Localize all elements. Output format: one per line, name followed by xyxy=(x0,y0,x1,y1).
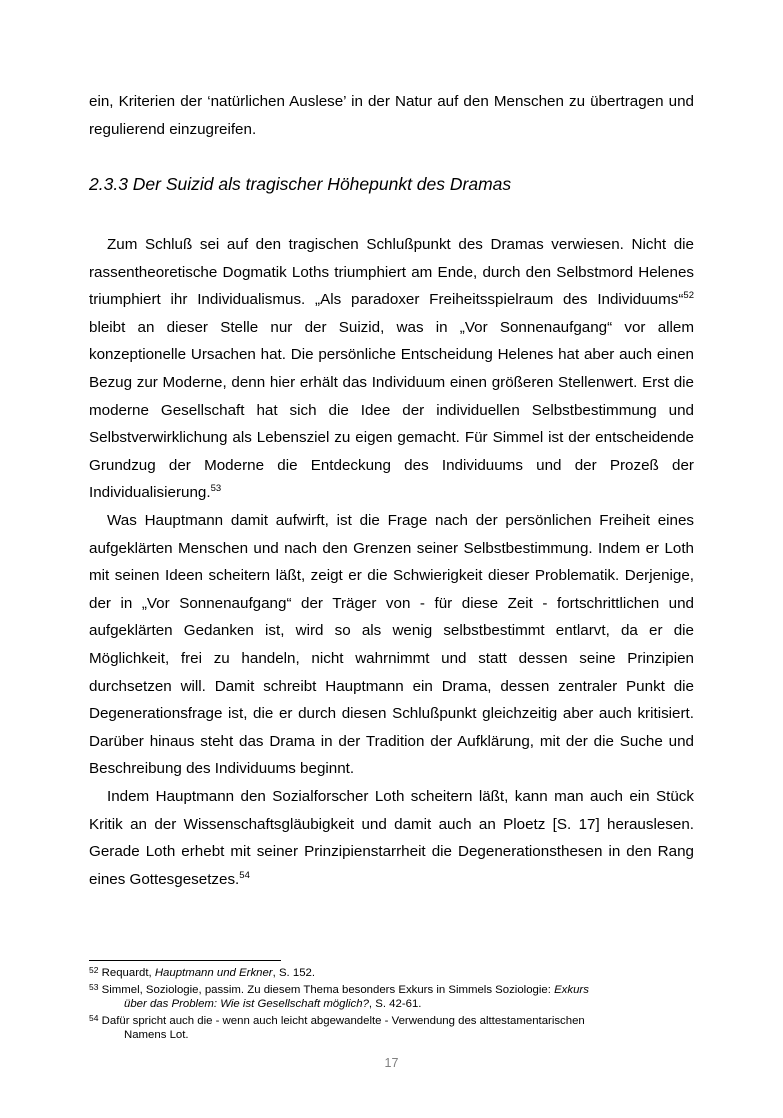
footnote-ref-53[interactable]: 53 xyxy=(210,483,222,495)
footnote-separator xyxy=(89,960,281,961)
paragraph-1 xyxy=(89,231,694,507)
footnote-52-text: Requardt, xyxy=(98,967,155,979)
paragraph-1-text-b: bleibt an dieser Stelle nur der Suizid, was in „Vor Sonnenaufgang“ vor allem konzeptionelle Ursachen hat. Die persönliche Entscheidung Helenes hat aber auch einen Bezug zur Moderne, denn hier erhält das Individuum einen größeren Stellenwert. Erst die moderne Gesellschaft hat sich die Idee der individuellen Selbstbestimmung und Selbstverwirklichung als Lebensziel zu eigen gemacht. Für Simmel ist der entscheidende Grundzug der Moderne die Entdeckung des Individuums und der Prozeß der Individualisierung. xyxy=(89,318,694,502)
footnote-53-number: 53 xyxy=(89,982,99,992)
footnote-52-number: 52 xyxy=(89,965,99,975)
footnote-53 xyxy=(89,984,694,1012)
footnote-53-title-a: Exkurs xyxy=(554,984,589,996)
intro-paragraph: ein, Kriterien der ‘natürlichen Auslese’ in der Natur auf den Menschen zu übertragen und regulierend einzugreifen. xyxy=(89,93,694,138)
footnote-54 xyxy=(89,1015,694,1043)
footnote-53-continuation xyxy=(89,998,694,1012)
footnote-52 xyxy=(89,967,694,981)
paragraph-3 xyxy=(89,783,694,893)
paragraph-3-text: Indem Hauptmann den Sozialforscher Loth scheitern läßt, kann man auch ein Stück Kritik an der Wissenschaftsgläubigkeit und damit auch an Ploetz [S. 17] herauslesen. Gerade Loth erhebt mit seiner Prinzipienstarrheit die Degenerationsthesen in den Rang eines Gottesgesetzes. xyxy=(89,788,694,888)
footnote-ref-54[interactable]: 54 xyxy=(239,869,250,881)
footnote-53-pages: , S. 42-61. xyxy=(368,997,422,1010)
section-heading: 2.3.3 Der Suizid als tragischer Höhepunkt des Dramas xyxy=(89,174,512,194)
footnote-54-text: Dafür spricht auch die - wenn auch leicht abgewandelte - Verwendung des alttestamentarischen xyxy=(98,1015,585,1027)
footnote-52-pages: , S. 152. xyxy=(272,967,316,979)
paragraph-2: Was Hauptmann damit aufwirft, ist die Frage nach der persönlichen Freiheit eines aufgeklärten Menschen und nach den Grenzen seiner Selbstbestimmung. Indem er Loth mit seinen Ideen scheitern läßt, zeigt er die Schwierigkeit dieser Problematik. Derjenige, der in „Vor Sonnenaufgang“ der Träger von - für diese Zeit - fortschrittlichen und aufgeklärten Gedanken ist, wird so als wenig selbstbestimmt entlarvt, da er die Möglichkeit, frei zu handeln, nicht wahrnimmt und statt dessen seine Prinzipien durchsetzen will. Damit schreibt Hauptmann ein Drama, dessen zentraler Punkt die Degenerationsfrage ist, die er durch diesen Schlußpunkt gleichzeitig aber auch kritisiert. Darüber hinaus steht das Drama in der Tradition der Aufklärung, mit der die Suche und Beschreibung des Individuums beginnt. xyxy=(89,512,694,778)
footnote-52-title: Hauptmann und Erkner xyxy=(154,967,273,979)
footnote-54-number: 54 xyxy=(89,1013,99,1023)
footnote-54-continuation: Namens Lot. xyxy=(124,1028,189,1041)
footnote-53-title-b: über das Problem: Wie ist Gesellschaft möglich? xyxy=(124,997,369,1010)
footnote-ref-52[interactable]: 52 xyxy=(683,290,694,302)
page-number: 17 xyxy=(384,1056,399,1070)
footnote-53-text: Simmel, Soziologie, passim. Zu diesem Thema besonders Exkurs in Simmels Soziologie: xyxy=(98,984,555,996)
paragraph-1-text-a: Zum Schluß sei auf den tragischen Schlußpunkt des Dramas verwiesen. Nicht die rassentheoretische Dogmatik Loths triumphiert am Ende, durch den Selbstmord Helenes triumphiert ihr Individualismus. „Als paradoxer Freiheitsspielraum des Individuums“ xyxy=(89,236,694,309)
